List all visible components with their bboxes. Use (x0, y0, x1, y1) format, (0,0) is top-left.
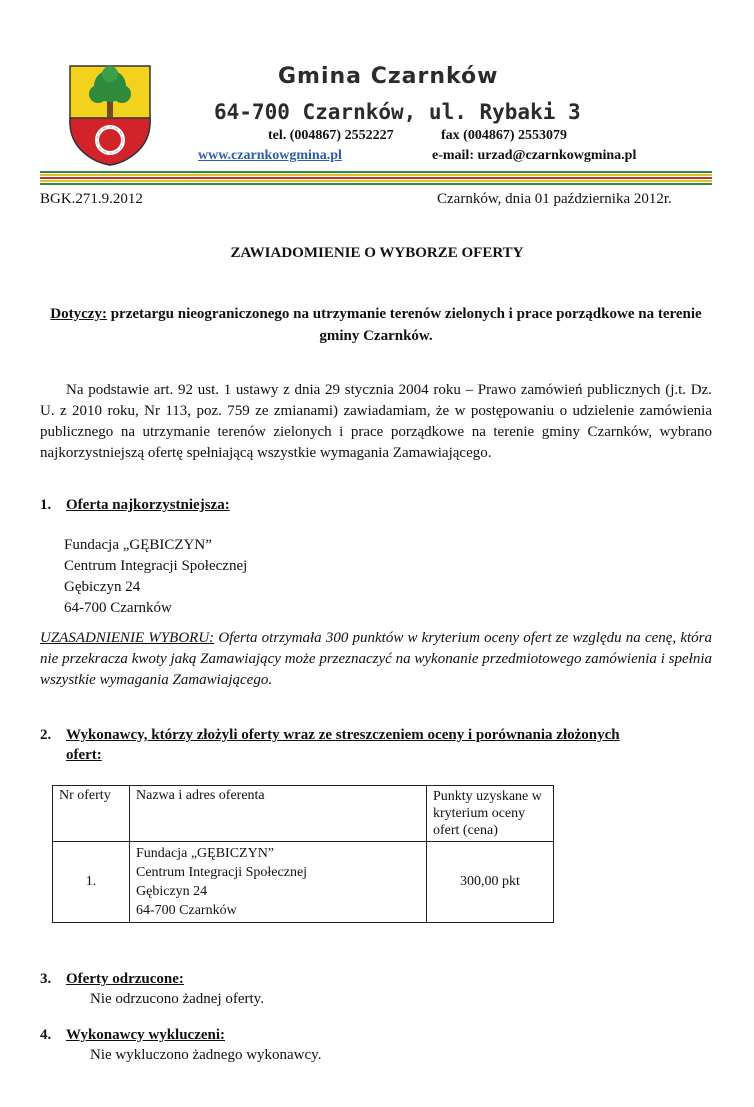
address-line: 64-700 Czarnków (64, 600, 172, 616)
subject-paragraph (40, 303, 712, 347)
section-title-text: Wykonawcy, którzy złożyli oferty wraz ze streszczeniem oceny i porównania złożonych (66, 727, 620, 743)
column-header: Nr oferty (53, 786, 130, 842)
name-line: Gębiczyn 24 (136, 884, 208, 899)
offers-table (52, 785, 554, 923)
selection-justification (40, 628, 712, 691)
offer-number-cell: 1. (53, 842, 130, 923)
offer-points-cell: 300,00 pkt (427, 842, 554, 923)
website-link[interactable]: www.czarnkowgmina.pl (198, 148, 342, 163)
fax-number: fax (004867) 2553079 (441, 128, 567, 143)
table-row (53, 842, 554, 923)
column-header: Punkty uzyskane w kryterium oceny ofert (cena) (427, 786, 554, 842)
address-line: Gębiczyn 24 (64, 579, 141, 595)
name-line: Fundacja „GĘBICZYN” (136, 846, 275, 861)
section-3-text: Nie odrzucono żadnej oferty. (90, 991, 264, 1007)
section-2-title-cont (66, 747, 102, 764)
address-line: Centrum Integracji Społecznej (64, 558, 248, 574)
stripe (40, 174, 712, 176)
municipality-name: Gmina Czarnków (278, 64, 499, 89)
justification-text: Oferta otrzymała 300 punktów w kryterium oceny ofert ze względu na cenę, która nie przekracza kwoty jaką Zamawiający może przeznaczyć na wykonanie przedmiotowego zamówienia i spełnia wszystkie wymagania Zamawiającego. (40, 630, 712, 688)
email-address: e-mail: urzad@czarnkowgmina.pl (432, 148, 637, 163)
column-header: Nazwa i adres oferenta (130, 786, 427, 842)
reference-number: BGK.271.9.2012 (40, 191, 143, 207)
table-header-row (53, 786, 554, 842)
winning-offer-address (64, 535, 247, 619)
municipality-address: 64-700 Czarnków, ul. Rybaki 3 (214, 100, 581, 124)
body-paragraph: Na podstawie art. 92 ust. 1 ustawy z dnia 29 stycznia 2004 roku – Prawo zamówień publicznych (j.t. Dz. U. z 2010 roku, Nr 113, poz. 759 ze zmianami) zawiadamiam, że w postępowaniu o udzielenie zamówienia publicznego na utrzymanie terenów zielonych i prace porządkowe na terenie gminy Czarnków, wybrano najkorzystniejszą ofertę spełniającą wszystkie wymagania Zamawiającego. (40, 382, 712, 461)
section-1-title (40, 497, 230, 514)
section-title-text: Wykonawcy wykluczeni: (66, 1027, 226, 1043)
section-4-text: Nie wykluczono żadnego wykonawcy. (90, 1047, 322, 1063)
section-number: 4. (40, 1027, 52, 1043)
section-3-title (40, 971, 184, 988)
header-divider-stripes (40, 171, 712, 185)
stripe (40, 171, 712, 173)
section-number: 1. (40, 497, 52, 513)
section-title-text: ofert: (66, 747, 102, 763)
section-number: 3. (40, 971, 52, 987)
stripe (40, 183, 712, 185)
document-heading: ZAWIADOMIENIE O WYBORZE OFERTY (230, 245, 524, 261)
section-title-text: Oferty odrzucone: (66, 971, 184, 987)
section-title-text: Oferta najkorzystniejsza: (66, 497, 230, 513)
municipality-crest-icon (68, 64, 152, 166)
phone-number: tel. (004867) 2552227 (268, 128, 394, 143)
address-line: Fundacja „GĘBICZYN” (64, 537, 212, 553)
name-line: 64-700 Czarnków (136, 903, 237, 918)
justification-lead: UZASADNIENIE WYBORU: (40, 630, 215, 646)
section-number: 2. (40, 727, 52, 743)
subject-lead: Dotyczy: (50, 306, 107, 322)
section-4-title (40, 1027, 225, 1044)
stripe (40, 180, 712, 182)
date-line: Czarnków, dnia 01 października 2012r. (437, 191, 672, 207)
name-line: Centrum Integracji Społecznej (136, 865, 308, 880)
subject-text: przetargu nieograniczonego na utrzymanie terenów zielonych i prace porządkowe na terenie gminy Czarnków. (106, 306, 702, 344)
section-2-title (40, 727, 620, 744)
stripe (40, 177, 712, 179)
offer-name-cell (130, 842, 427, 923)
